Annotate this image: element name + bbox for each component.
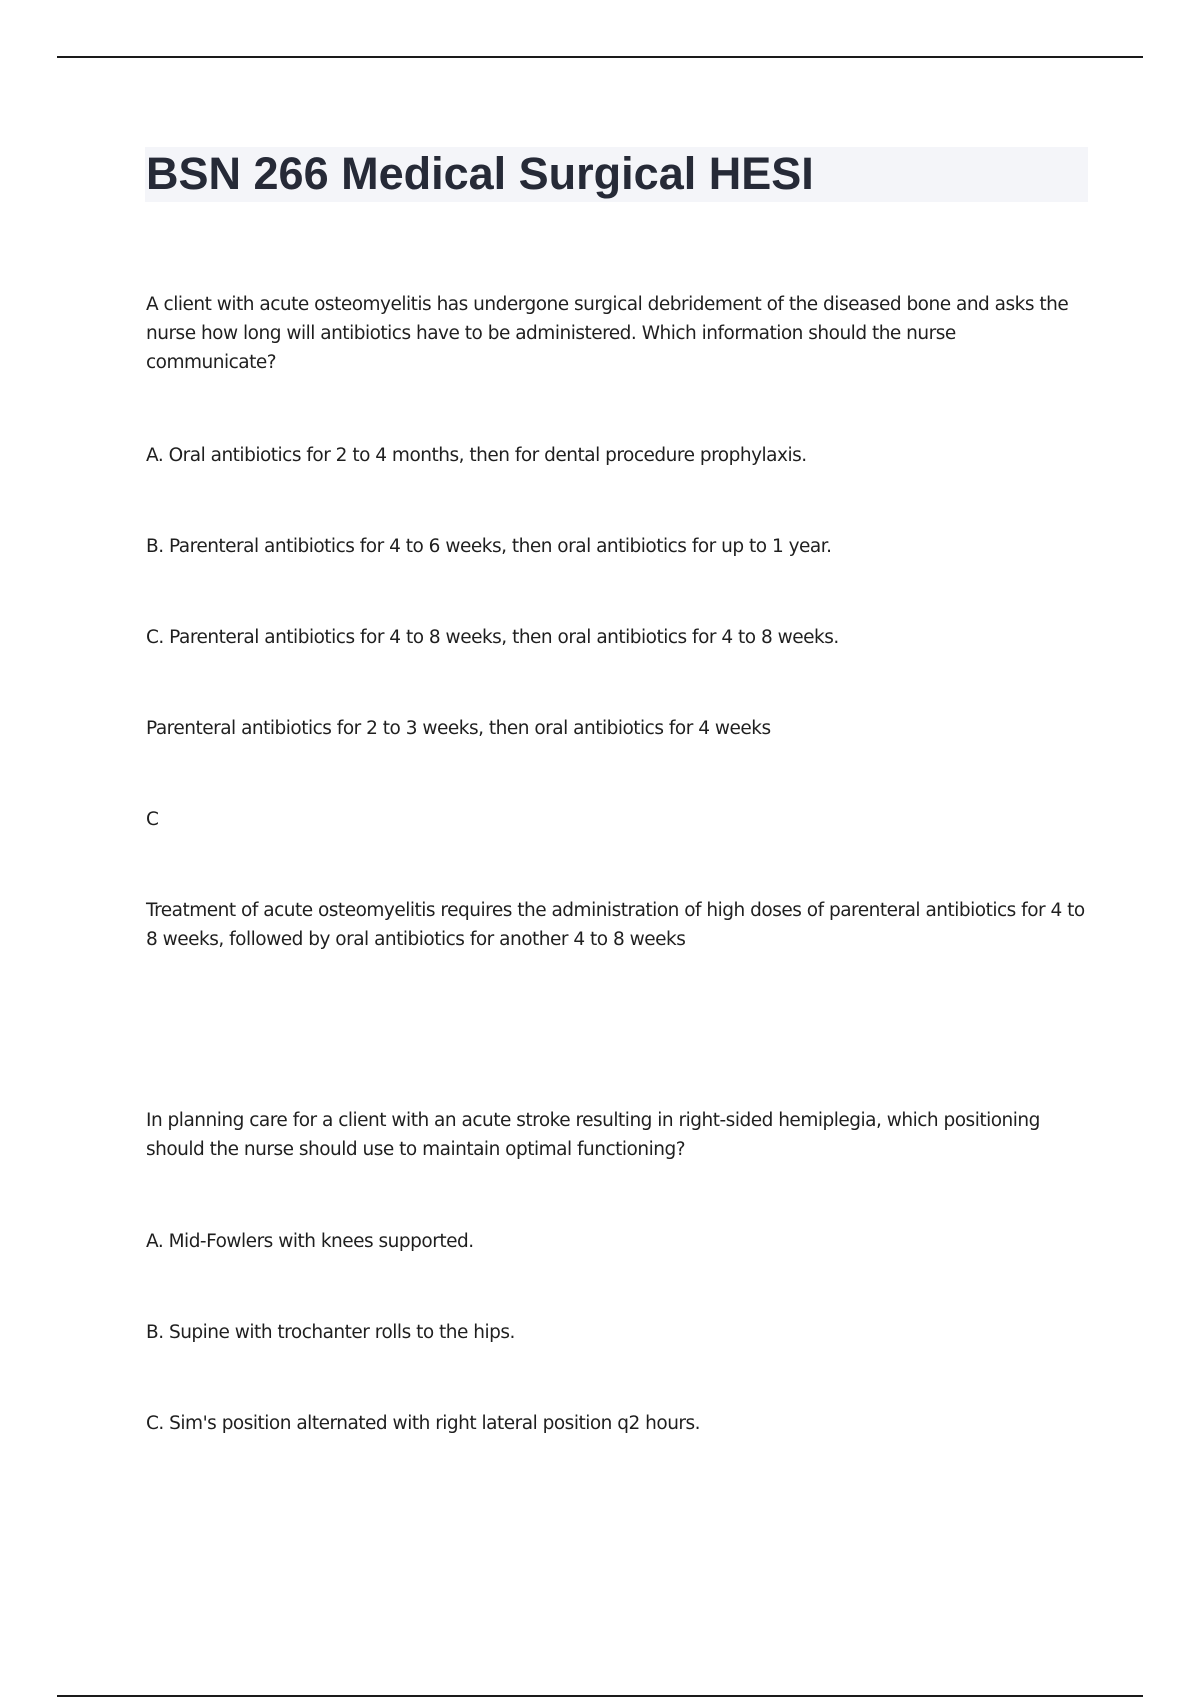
- question-2-option-c: C. Sim's position alternated with right lateral position q2 hours.: [146, 1413, 701, 1434]
- question-2-option-a: A. Mid-Fowlers with knees supported.: [146, 1231, 474, 1252]
- bottom-divider: [57, 1695, 1143, 1697]
- question-1-option-b: B. Parenteral antibiotics for 4 to 6 weeks, then oral antibiotics for up to 1 year.: [146, 536, 832, 557]
- top-divider: [57, 56, 1143, 58]
- question-1-rationale: Treatment of acute osteomyelitis requires the administration of high doses of parenteral antibiotics for 4 to 8 weeks, followed by oral antibiotics for another 4 to 8 weeks: [146, 900, 1085, 950]
- question-1-option-d: Parenteral antibiotics for 2 to 3 weeks, then oral antibiotics for 4 weeks: [146, 718, 771, 739]
- question-1-stem: A client with acute osteomyelitis has undergone surgical debridement of the diseased bone and asks the nurse how long will antibiotics have to be administered. Which information should the nurse communicate?: [146, 294, 1069, 373]
- question-2-stem: In planning care for a client with an acute stroke resulting in right-sided hemiplegia, which positioning should the nurse should use to maintain optimal functioning?: [146, 1110, 1040, 1160]
- question-1-option-a: A. Oral antibiotics for 2 to 4 months, then for dental procedure prophylaxis.: [146, 445, 807, 466]
- question-1-answer: C: [146, 809, 159, 830]
- question-1-option-c: C. Parenteral antibiotics for 4 to 8 weeks, then oral antibiotics for 4 to 8 weeks.: [146, 627, 839, 648]
- question-2-option-b: B. Supine with trochanter rolls to the hips.: [146, 1322, 515, 1343]
- document-title: BSN 266 Medical Surgical HESI: [146, 148, 814, 199]
